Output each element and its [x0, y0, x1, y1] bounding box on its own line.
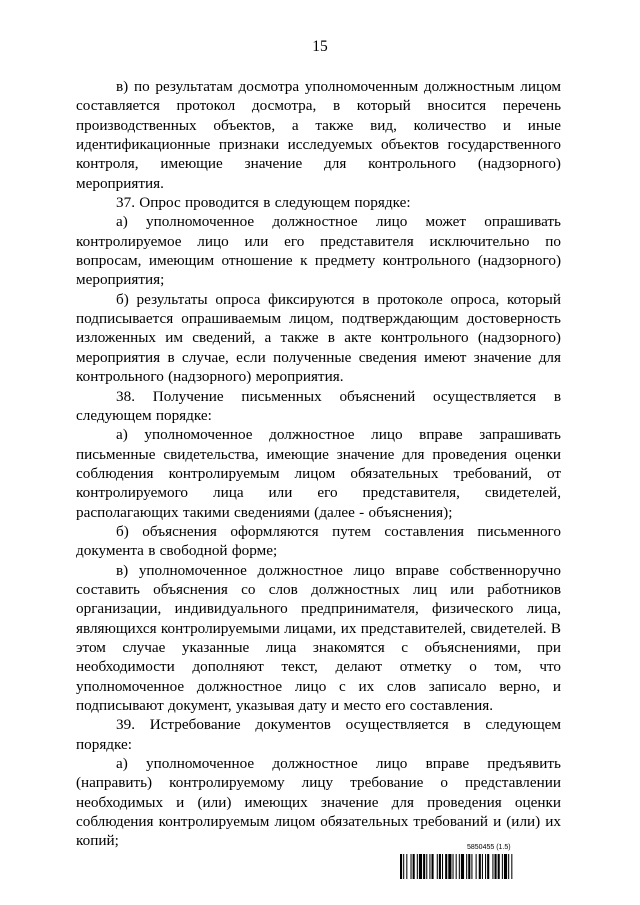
- barcode-bars: [400, 854, 590, 879]
- paragraph-38b: б) объяснения оформляются путем составления письменного документа в свободной форме;: [76, 522, 561, 560]
- paragraph-38-explanations: 38. Получение письменных объяснений осуществляется в следующем порядке:: [76, 387, 561, 424]
- paragraph-39a: а) уполномоченное должностное лицо вправе предъявить (направить) контролируемому лицу требование о представлении необходимых и (или) имеющих значение для проведения оценки соблюдения контролируемым лицом обязательных требований и (или) их копий;: [76, 755, 561, 850]
- paragraph-37a: а) уполномоченное должностное лицо может опрашивать контролируемое лицо или его представителя исключительно по вопросам, имеющим отношение к предмету контрольного (надзорного) мероприятия;: [76, 213, 561, 289]
- paragraph-37b: б) результаты опроса фиксируются в протоколе опроса, который подписывается опрашиваемым лицом, подтверждающим достоверность изложенных им сведений, а также в акте контрольного (надзорного) мероприятия в случае, если полученные сведения имеют значение для контрольного (надзорного) мероприятия.: [76, 290, 561, 386]
- paragraph-v-inspection-protocol: в) по результатам досмотра уполномоченным должностным лицом составляется протокол досмотра, в который вносится перечень производственных объектов, а также вид, количество и иные идентификационные признаки исследуемых объектов государственного контроля, имеющие значение для контрольного (надзорного) мероприятия.: [76, 78, 561, 192]
- barcode: [400, 844, 590, 880]
- document-body: [76, 77, 561, 851]
- paragraph-37-survey: 37. Опрос проводится в следующем порядке:: [116, 194, 411, 212]
- barcode-label: 5850455 (1.5): [467, 844, 511, 851]
- page-number: 15: [312, 38, 328, 55]
- paragraph-38v: в) уполномоченное должностное лицо вправе собственноручно составить объяснения со слов должностных лиц или работников организации, индивидуального предпринимателя, физического лица, являющихся контролируемыми лицами, их представителей, свидетелей. В этом случае указанные лица знакомятся с объяснениями, при необходимости дополняют текст, делают отметку о том, что уполномоченное должностное лицо с их слов записало верно, и подписывают документ, указывая дату и место его составления.: [76, 561, 561, 714]
- paragraph-39-documents: 39. Истребование документов осуществляется в следующем порядке:: [76, 716, 561, 753]
- paragraph-38a: а) уполномоченное должностное лицо вправе запрашивать письменные свидетельства, имеющие значение для проведения оценки соблюдения контролируемым лицом обязательных требований, от контролируемого лица или его представителя, свидетелей, располагающих такими сведениями (далее - объяснения);: [76, 426, 561, 521]
